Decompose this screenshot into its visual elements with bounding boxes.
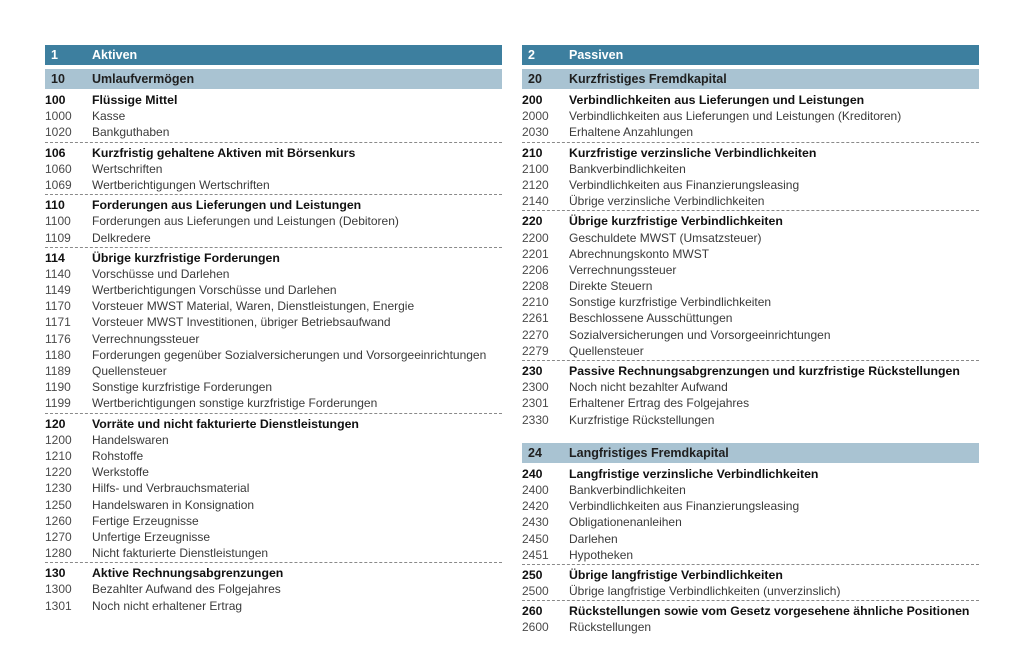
account-code: 2400 bbox=[522, 482, 549, 497]
group-code: 250 bbox=[522, 567, 543, 582]
account-code: 1300 bbox=[45, 582, 72, 597]
account-label: Hilfs- und Verbrauchsmaterial bbox=[92, 481, 250, 496]
account-row bbox=[45, 545, 502, 561]
account-row bbox=[45, 480, 502, 496]
account-code: 1189 bbox=[45, 364, 71, 378]
account-row bbox=[45, 124, 502, 140]
account-row bbox=[45, 108, 502, 124]
account-group bbox=[522, 92, 979, 143]
group-code: 120 bbox=[45, 416, 66, 431]
account-row bbox=[45, 230, 502, 246]
group-code: 110 bbox=[45, 198, 65, 213]
account-label: Kasse bbox=[92, 109, 126, 124]
account-group-heading bbox=[522, 145, 979, 161]
account-label: Verbindlichkeiten aus Finanzierungsleasing bbox=[569, 499, 800, 514]
account-label: Kurzfristige Rückstellungen bbox=[569, 412, 715, 427]
account-group-heading bbox=[522, 213, 979, 229]
account-group-heading bbox=[522, 466, 979, 482]
account-row bbox=[522, 177, 979, 193]
account-label: Noch nicht bezahlter Aufwand bbox=[569, 380, 728, 395]
account-row bbox=[45, 529, 502, 545]
account-group-heading bbox=[522, 567, 979, 583]
account-code: 2208 bbox=[522, 279, 549, 294]
account-group bbox=[45, 416, 502, 564]
account-code: 1200 bbox=[45, 432, 72, 447]
account-code: 1149 bbox=[45, 283, 71, 298]
account-code: 2120 bbox=[522, 177, 549, 192]
account-row bbox=[522, 547, 979, 563]
group-code: 220 bbox=[522, 214, 543, 229]
account-group bbox=[45, 197, 502, 248]
account-label: Verbindlichkeiten aus Finanzierungsleasing bbox=[569, 177, 800, 192]
account-code: 2261 bbox=[522, 311, 549, 326]
group-title: Langfristige verzinsliche Verbindlichkeiten bbox=[569, 466, 819, 481]
account-code: 2030 bbox=[522, 125, 549, 140]
account-label: Quellensteuer bbox=[569, 343, 644, 358]
account-code: 2201 bbox=[522, 246, 549, 261]
account-label: Forderungen gegenüber Sozialversicherungen und Vorsorgeeinrichtungen bbox=[92, 347, 487, 362]
account-row bbox=[522, 412, 979, 428]
account-group bbox=[522, 145, 979, 212]
account-group-heading bbox=[522, 92, 979, 108]
account-code: 2279 bbox=[522, 343, 549, 358]
main-class-title: Passiven bbox=[569, 48, 624, 62]
account-row bbox=[522, 124, 979, 140]
account-code: 2301 bbox=[522, 396, 549, 411]
account-code: 1220 bbox=[45, 465, 72, 480]
group-title: Aktive Rechnungsabgrenzungen bbox=[92, 566, 284, 581]
account-group bbox=[45, 92, 502, 143]
account-row bbox=[522, 379, 979, 395]
account-row bbox=[522, 262, 979, 278]
account-group-heading bbox=[522, 363, 979, 379]
account-label: Verrechnungssteuer bbox=[92, 331, 200, 346]
account-group-heading bbox=[45, 416, 502, 432]
group-title: Passive Rechnungsabgrenzungen und kurzfristige Rückstellungen bbox=[569, 364, 960, 378]
account-code: 2450 bbox=[522, 531, 549, 546]
account-label: Noch nicht erhaltener Ertrag bbox=[92, 598, 243, 613]
group-code: 200 bbox=[522, 93, 543, 107]
account-code: 1301 bbox=[45, 598, 72, 613]
account-label: Rohstoffe bbox=[92, 448, 144, 463]
main-class-header bbox=[45, 45, 502, 65]
account-label: Sozialversicherungen und Vorsorgeeinrichtungen bbox=[569, 327, 831, 342]
account-row bbox=[522, 482, 979, 498]
account-code: 1199 bbox=[45, 396, 71, 411]
account-group-heading bbox=[45, 250, 502, 266]
account-group bbox=[45, 565, 502, 615]
account-group bbox=[522, 567, 979, 601]
account-row bbox=[522, 108, 979, 124]
account-code: 1170 bbox=[45, 299, 71, 314]
account-row bbox=[45, 213, 502, 229]
account-code: 2270 bbox=[522, 327, 549, 342]
account-group-heading bbox=[45, 565, 502, 581]
account-code: 2500 bbox=[522, 584, 549, 599]
group-title: Verbindlichkeiten aus Lieferungen und Leistungen bbox=[569, 93, 865, 107]
account-label: Bezahlter Aufwand des Folgejahres bbox=[92, 582, 281, 597]
group-code: 106 bbox=[45, 145, 66, 160]
account-label: Nicht fakturierte Dienstleistungen bbox=[92, 546, 269, 561]
account-row bbox=[522, 230, 979, 246]
section-spacer bbox=[522, 431, 979, 443]
account-label: Darlehen bbox=[569, 531, 618, 546]
group-title: Kurzfristig gehaltene Aktiven mit Börsenkurs bbox=[92, 145, 356, 160]
group-title: Vorräte und nicht fakturierte Dienstleistungen bbox=[92, 416, 359, 431]
account-label: Wertberichtigungen Vorschüsse und Darlehen bbox=[92, 283, 337, 298]
account-row bbox=[522, 498, 979, 514]
account-row bbox=[45, 395, 502, 411]
account-code: 2420 bbox=[522, 499, 549, 514]
account-code: 2206 bbox=[522, 262, 549, 277]
account-label: Werkstoffe bbox=[92, 465, 149, 480]
account-row bbox=[522, 619, 979, 635]
account-row bbox=[522, 278, 979, 294]
account-row bbox=[522, 514, 979, 530]
account-group bbox=[45, 250, 502, 414]
account-row bbox=[45, 513, 502, 529]
account-row bbox=[522, 294, 979, 310]
account-group-heading bbox=[45, 92, 502, 108]
account-code: 1270 bbox=[45, 529, 72, 544]
account-row bbox=[522, 327, 979, 343]
account-code: 1171 bbox=[45, 315, 71, 330]
account-label: Unfertige Erzeugnisse bbox=[92, 529, 211, 544]
account-label: Erhaltene Anzahlungen bbox=[569, 125, 694, 140]
section-header bbox=[522, 69, 979, 89]
account-row bbox=[522, 395, 979, 411]
account-code: 1230 bbox=[45, 481, 72, 496]
account-group-heading bbox=[522, 603, 979, 619]
account-label: Verrechnungssteuer bbox=[569, 262, 677, 277]
group-code: 130 bbox=[45, 566, 66, 581]
account-label: Erhaltener Ertrag des Folgejahres bbox=[569, 396, 750, 411]
group-code: 210 bbox=[522, 145, 543, 160]
account-label: Verbindlichkeiten aus Lieferungen und Leistungen (Kreditoren) bbox=[569, 109, 902, 124]
account-label: Vorschüsse und Darlehen bbox=[92, 266, 230, 281]
account-row bbox=[45, 347, 502, 363]
account-row bbox=[45, 432, 502, 448]
section-title: Umlaufvermögen bbox=[92, 72, 195, 86]
section-number: 24 bbox=[528, 445, 542, 460]
account-row bbox=[522, 193, 979, 209]
section-number: 20 bbox=[528, 72, 542, 86]
account-label: Obligationenanleihen bbox=[569, 515, 682, 530]
account-row bbox=[45, 161, 502, 177]
account-group-heading bbox=[45, 197, 502, 213]
main-class-title: Aktiven bbox=[92, 48, 138, 62]
account-label: Geschuldete MWST (Umsatzsteuer) bbox=[569, 230, 762, 245]
group-title: Forderungen aus Lieferungen und Leistungen bbox=[92, 198, 362, 213]
account-row bbox=[45, 363, 502, 379]
account-group-heading bbox=[45, 145, 502, 161]
account-code: 1260 bbox=[45, 513, 72, 528]
section-header bbox=[522, 443, 979, 463]
account-code: 1000 bbox=[45, 109, 72, 124]
assets-column bbox=[45, 45, 502, 617]
account-label: Vorsteuer MWST Investitionen, übriger Betriebsaufwand bbox=[92, 315, 391, 330]
main-class-header bbox=[522, 45, 979, 65]
account-code: 1060 bbox=[45, 161, 72, 176]
account-group bbox=[522, 363, 979, 429]
section-title: Kurzfristiges Fremdkapital bbox=[569, 72, 727, 86]
account-row bbox=[522, 531, 979, 547]
account-code: 2600 bbox=[522, 620, 549, 635]
account-label: Bankverbindlichkeiten bbox=[569, 482, 686, 497]
account-code: 2210 bbox=[522, 295, 549, 310]
account-row bbox=[45, 177, 502, 193]
group-title: Übrige kurzfristige Forderungen bbox=[92, 250, 280, 265]
group-code: 230 bbox=[522, 364, 543, 378]
account-code: 1280 bbox=[45, 546, 72, 561]
account-label: Abrechnungskonto MWST bbox=[569, 246, 710, 261]
account-group bbox=[522, 603, 979, 636]
account-group bbox=[45, 145, 502, 196]
account-row bbox=[45, 331, 502, 347]
account-row bbox=[45, 448, 502, 464]
account-label: Hypotheken bbox=[569, 547, 634, 562]
account-code: 2000 bbox=[522, 109, 549, 124]
account-code: 1020 bbox=[45, 125, 72, 140]
main-class-number: 2 bbox=[528, 48, 535, 62]
account-code: 1109 bbox=[45, 230, 71, 245]
account-label: Fertige Erzeugnisse bbox=[92, 513, 199, 528]
account-code: 1140 bbox=[45, 266, 71, 281]
account-label: Beschlossene Ausschüttungen bbox=[569, 311, 733, 326]
account-label: Wertschriften bbox=[92, 161, 163, 176]
account-label: Vorsteuer MWST Material, Waren, Dienstleistungen, Energie bbox=[92, 299, 415, 314]
account-row bbox=[45, 282, 502, 298]
account-row bbox=[45, 598, 502, 614]
account-row bbox=[45, 497, 502, 513]
account-code: 1100 bbox=[45, 214, 71, 229]
group-code: 100 bbox=[45, 93, 66, 107]
account-label: Sonstige kurzfristige Forderungen bbox=[92, 380, 273, 395]
account-code: 2451 bbox=[522, 547, 549, 562]
account-row bbox=[45, 379, 502, 395]
account-code: 1250 bbox=[45, 497, 72, 512]
account-code: 2430 bbox=[522, 515, 549, 530]
group-title: Flüssige Mittel bbox=[92, 93, 178, 107]
group-title: Übrige kurzfristige Verbindlichkeiten bbox=[569, 214, 783, 229]
account-code: 1069 bbox=[45, 177, 72, 192]
account-code: 2330 bbox=[522, 412, 549, 427]
group-title: Übrige langfristige Verbindlichkeiten bbox=[569, 567, 783, 582]
account-row bbox=[45, 464, 502, 480]
account-code: 2140 bbox=[522, 194, 549, 209]
account-label: Delkredere bbox=[92, 230, 151, 245]
account-label: Wertberichtigungen sonstige kurzfristige Forderungen bbox=[92, 396, 378, 411]
account-code: 2200 bbox=[522, 230, 549, 245]
account-row bbox=[45, 266, 502, 282]
section-title: Langfristiges Fremdkapital bbox=[569, 445, 729, 460]
account-label: Wertberichtigungen Wertschriften bbox=[92, 177, 270, 192]
account-label: Übrige langfristige Verbindlichkeiten (unverzinslich) bbox=[569, 584, 841, 599]
group-code: 240 bbox=[522, 466, 543, 481]
account-row bbox=[522, 161, 979, 177]
account-row bbox=[45, 314, 502, 330]
section-header bbox=[45, 69, 502, 89]
account-row bbox=[45, 298, 502, 314]
account-row bbox=[522, 583, 979, 599]
group-code: 114 bbox=[45, 250, 65, 265]
account-row bbox=[522, 246, 979, 262]
account-code: 2100 bbox=[522, 161, 549, 176]
account-label: Übrige verzinsliche Verbindlichkeiten bbox=[569, 194, 765, 209]
group-title: Kurzfristige verzinsliche Verbindlichkeiten bbox=[569, 145, 817, 160]
account-label: Forderungen aus Lieferungen und Leistungen (Debitoren) bbox=[92, 214, 399, 229]
account-label: Handelswaren bbox=[92, 432, 169, 447]
liabilities-column bbox=[522, 45, 979, 639]
account-row bbox=[45, 581, 502, 597]
account-code: 1210 bbox=[45, 448, 72, 463]
account-label: Rückstellungen bbox=[569, 620, 652, 635]
account-label: Handelswaren in Konsignation bbox=[92, 497, 255, 512]
account-label: Bankguthaben bbox=[92, 125, 170, 140]
account-code: 1176 bbox=[45, 331, 71, 346]
account-label: Direkte Steuern bbox=[569, 279, 653, 294]
account-code: 2300 bbox=[522, 380, 549, 395]
account-label: Bankverbindlichkeiten bbox=[569, 161, 686, 176]
account-row bbox=[522, 343, 979, 359]
account-group bbox=[522, 213, 979, 361]
account-label: Sonstige kurzfristige Verbindlichkeiten bbox=[569, 295, 772, 310]
group-title: Rückstellungen sowie vom Gesetz vorgesehene ähnliche Positionen bbox=[569, 604, 970, 619]
account-group bbox=[522, 466, 979, 565]
account-code: 1190 bbox=[45, 380, 71, 395]
group-code: 260 bbox=[522, 604, 543, 619]
main-class-number: 1 bbox=[51, 48, 58, 62]
section-number: 10 bbox=[51, 72, 65, 86]
account-row bbox=[522, 310, 979, 326]
account-code: 1180 bbox=[45, 347, 71, 362]
account-label: Quellensteuer bbox=[92, 364, 167, 378]
